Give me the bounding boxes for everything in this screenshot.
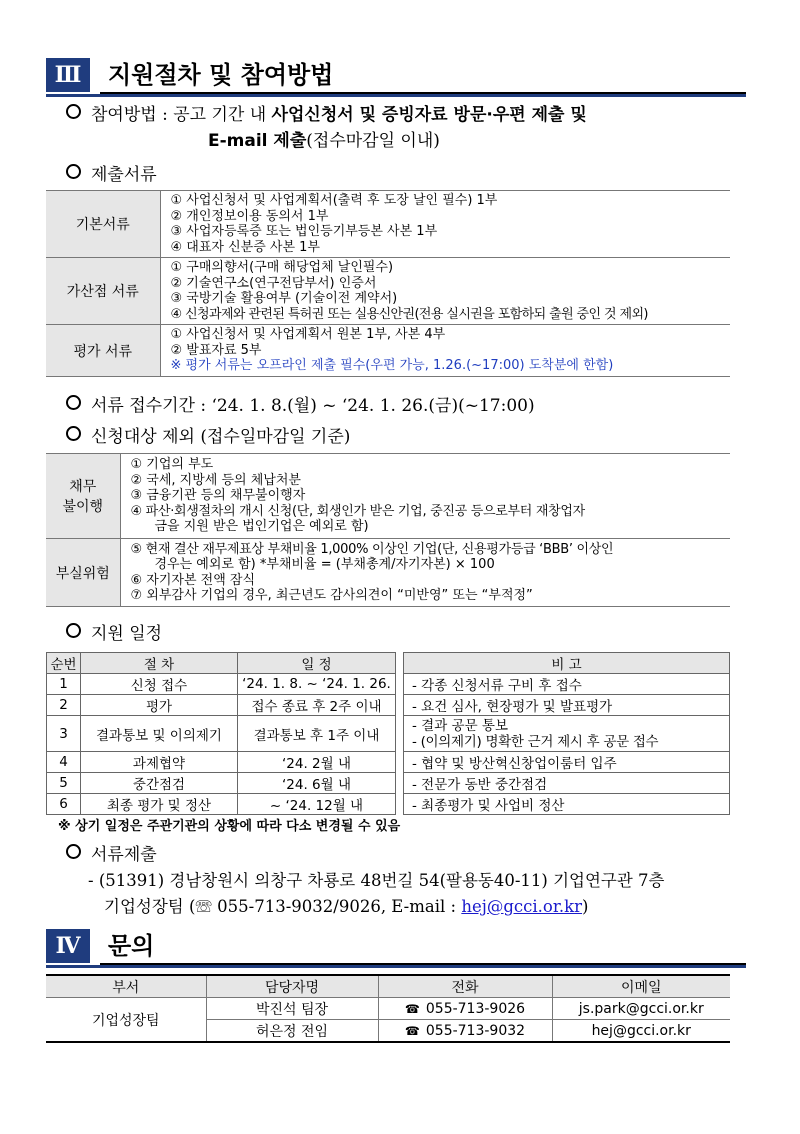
exclusion-label-line: 불이행 xyxy=(62,499,104,515)
table-row xyxy=(46,454,730,539)
bullet-icon xyxy=(66,164,81,179)
list-item: ① 기업의 부도 xyxy=(130,457,214,473)
docs-content xyxy=(160,258,730,325)
phone-number: 055-713-9026 xyxy=(425,1000,526,1017)
row-note: - 전문가 동반 중간점검 xyxy=(404,773,730,794)
table-row xyxy=(47,773,730,794)
docs-heading-text: 제출서류 xyxy=(91,165,157,185)
exclusion-table xyxy=(46,453,730,607)
schedule-note: ※ 상기 일정은 주관기관의 상황에 따라 다소 변경될 수 있음 xyxy=(58,819,401,834)
list-item: ③ 금융기관 등의 채무불이행자 xyxy=(130,488,306,504)
submit-team: 기업성장팀 ( xyxy=(104,897,196,916)
schedule-heading-text: 지원 일정 xyxy=(91,624,163,644)
list-item: ④ 파산·회생절차의 개시 신청(단, 회생인가 받은 기업, 중진공 등으로부터 재창업자 xyxy=(130,503,585,519)
list-item: ③ 국방기술 활용여부 (기술이전 계약서) xyxy=(170,291,398,306)
spacer xyxy=(396,773,404,794)
row-note xyxy=(404,716,730,752)
docs-content xyxy=(160,325,730,377)
list-item: ② 기술연구소(연구전담부서) 인증서 xyxy=(170,275,377,291)
bullet-icon xyxy=(66,426,81,441)
method-bold: 사업신청서 및 증빙자료 방문·우편 제출 및 xyxy=(271,105,587,125)
exclusion-content xyxy=(120,539,730,607)
row-note: - 요건 심사, 현장평가 및 발표평가 xyxy=(404,695,730,716)
phone-number: 055-713-9032 xyxy=(425,1022,526,1039)
method-line xyxy=(66,103,587,127)
table-row xyxy=(47,716,730,752)
column-header: 일 정 xyxy=(238,653,396,674)
contact-name: 허은정 전임 xyxy=(206,1020,378,1043)
row-note: - 협약 및 방산혁신창업이룸터 입주 xyxy=(404,752,730,773)
row-number: 5 xyxy=(47,773,81,794)
schedule-table xyxy=(46,652,730,815)
row-date: ‘24. 1. 8. ~ ‘24. 1. 26. xyxy=(238,674,396,695)
row-date: ‘24. 2월 내 xyxy=(238,752,396,773)
column-header: 비 고 xyxy=(404,653,730,674)
department-cell: 기업성장팀 xyxy=(46,998,206,1043)
list-item: ④ 신청과제와 관련된 특허권 또는 실용신안권(전용 실시권을 포함하되 출원 중인 것 제외) xyxy=(170,306,648,322)
docs-table xyxy=(46,190,730,377)
docs-content xyxy=(160,191,730,258)
contact-phone xyxy=(378,1020,552,1043)
table-row xyxy=(46,258,730,325)
row-number: 3 xyxy=(47,716,81,752)
row-step: 최종 평가 및 정산 xyxy=(81,794,238,815)
list-item: ① 구매의향서(구매 해당업체 날인필수) xyxy=(170,260,394,275)
contact-email[interactable]: hej@gcci.or.kr xyxy=(552,1020,730,1043)
row-note: - 각종 신청서류 구비 후 접수 xyxy=(404,674,730,695)
spacer xyxy=(396,674,404,695)
submit-phone: 055-713-9032/9026, E-mail : xyxy=(211,897,462,916)
exclusion-label-line: 채무 xyxy=(69,479,97,495)
row-step: 과제협약 xyxy=(81,752,238,773)
table-row xyxy=(46,191,730,258)
list-item: ③ 사업자등록증 또는 법인등기부등본 사본 1부 xyxy=(170,224,438,239)
row-date: ~ ‘24. 12월 내 xyxy=(238,794,396,815)
column-header: 담당자명 xyxy=(206,975,378,998)
period-line xyxy=(66,394,535,418)
section-bar xyxy=(46,94,746,97)
row-step: 신청 접수 xyxy=(81,674,238,695)
docs-label: 평가 서류 xyxy=(46,325,160,377)
submit-heading xyxy=(66,843,157,867)
list-item: ① 사업신청서 및 사업계획서 원본 1부, 사본 4부 xyxy=(170,327,446,343)
exclusion-content xyxy=(120,454,730,539)
spacer xyxy=(396,695,404,716)
section-bar xyxy=(46,965,746,968)
exclusion-label: 부실위험 xyxy=(46,539,120,607)
row-step: 중간점검 xyxy=(81,773,238,794)
bullet-icon xyxy=(66,104,81,119)
column-header: 전화 xyxy=(378,975,552,998)
table-row xyxy=(47,794,730,815)
phone-icon: ☏ xyxy=(195,897,212,916)
list-item: 경우는 예외로 함) *부채비율 = (부채총계/자기자본) × 100 xyxy=(154,557,495,572)
list-item: ① 사업신청서 및 사업계획서(출력 후 도장 날인 필수) 1부 xyxy=(170,193,498,208)
list-item: ⑥ 자기자본 전액 잠식 xyxy=(130,572,256,588)
docs-label: 기본서류 xyxy=(46,191,160,258)
section-number: Ⅲ xyxy=(46,58,90,92)
row-number: 1 xyxy=(47,674,81,695)
row-date: 접수 종료 후 2주 이내 xyxy=(238,695,396,716)
section-title: 지원절차 및 참여방법 xyxy=(108,61,334,89)
table-row xyxy=(46,998,730,1020)
table-row xyxy=(47,752,730,773)
note-line: - 결과 공문 통보 xyxy=(412,717,508,734)
column-header: 순번 xyxy=(47,653,81,674)
phone-icon: ☎ xyxy=(404,1023,420,1038)
spacer xyxy=(396,794,404,815)
row-number: 2 xyxy=(47,695,81,716)
table-row xyxy=(46,325,730,377)
exclusion-heading xyxy=(66,425,350,449)
schedule-heading xyxy=(66,622,162,646)
table-header-row xyxy=(47,653,730,674)
exclusion-label xyxy=(46,454,120,539)
method-line-2 xyxy=(208,129,440,153)
docs-note: ※ 평가 서류는 오프라인 제출 필수(우편 가능, 1.26.(~17:00) 도착분에 한함) xyxy=(170,358,614,374)
bullet-icon xyxy=(66,623,81,638)
spacer xyxy=(396,752,404,773)
bullet-icon xyxy=(66,395,81,410)
section-3-header xyxy=(46,58,746,94)
submit-close: ) xyxy=(582,897,589,916)
docs-label: 가산점 서류 xyxy=(46,258,160,325)
contact-name: 박진석 팀장 xyxy=(206,998,378,1020)
phone-icon: ☎ xyxy=(404,1001,420,1016)
period-text: 서류 접수기간 : ‘24. 1. 8.(월) ~ ‘24. 1. 26.(금)(~17:00) xyxy=(91,396,535,416)
column-header: 부서 xyxy=(46,975,206,998)
submit-address: - (51391) 경남창원시 의창구 차룡로 48번길 54(팔용동40-11) 기업연구관 7층 xyxy=(88,871,665,890)
row-step: 평가 xyxy=(81,695,238,716)
method-email-bold: E-mail 제출 xyxy=(208,131,307,151)
spacer xyxy=(396,716,404,752)
docs-heading xyxy=(66,163,157,187)
section-4-header xyxy=(46,929,746,965)
list-item: 금을 지원 받은 법인기업은 예외로 함) xyxy=(154,519,369,535)
list-item: ② 국세, 지방세 등의 체납처분 xyxy=(130,472,301,488)
method-rest: (접수마감일 이내) xyxy=(306,131,440,151)
row-number: 4 xyxy=(47,752,81,773)
column-header: 이메일 xyxy=(552,975,730,998)
row-number: 6 xyxy=(47,794,81,815)
table-row xyxy=(47,695,730,716)
submit-heading-text: 서류제출 xyxy=(91,845,157,865)
list-item: ⑦ 외부감사 기업의 경우, 최근년도 감사의견이 “미반영” 또는 “부적정” xyxy=(130,588,533,603)
section-title: 문의 xyxy=(108,932,155,960)
submit-email-link[interactable]: hej@gcci.or.kr xyxy=(461,897,583,916)
row-note: - 최종평가 및 사업비 정산 xyxy=(404,794,730,815)
list-item: ② 개인정보이용 동의서 1부 xyxy=(170,208,329,224)
list-item: ④ 대표자 신분증 사본 1부 xyxy=(170,239,320,255)
submit-contact xyxy=(104,895,588,919)
exclusion-heading-text: 신청대상 제외 (접수일마감일 기준) xyxy=(91,427,351,447)
row-step: 결과통보 및 이의제기 xyxy=(81,716,238,752)
note-line: - (이의제기) 명확한 근거 제시 후 공문 접수 xyxy=(412,733,659,750)
bullet-icon xyxy=(66,844,81,859)
table-row xyxy=(47,674,730,695)
list-item: ② 발표자료 5부 xyxy=(170,342,262,358)
row-date: ‘24. 6월 내 xyxy=(238,773,396,794)
contact-table xyxy=(46,974,730,1043)
column-header: 절 차 xyxy=(81,653,238,674)
table-header-row xyxy=(46,975,730,998)
contact-email[interactable]: js.park@gcci.or.kr xyxy=(552,998,730,1020)
table-row xyxy=(46,539,730,607)
method-label: 참여방법 : 공고 기간 내 xyxy=(91,105,272,125)
contact-phone xyxy=(378,998,552,1020)
spacer xyxy=(396,653,404,674)
section-number: Ⅳ xyxy=(46,929,90,963)
list-item: ⑤ 현재 결산 재무제표상 부채비율 1,000% 이상인 기업(단, 신용평가등급 ‘BBB’ 이상인 xyxy=(130,541,614,557)
row-date: 결과통보 후 1주 이내 xyxy=(238,716,396,752)
